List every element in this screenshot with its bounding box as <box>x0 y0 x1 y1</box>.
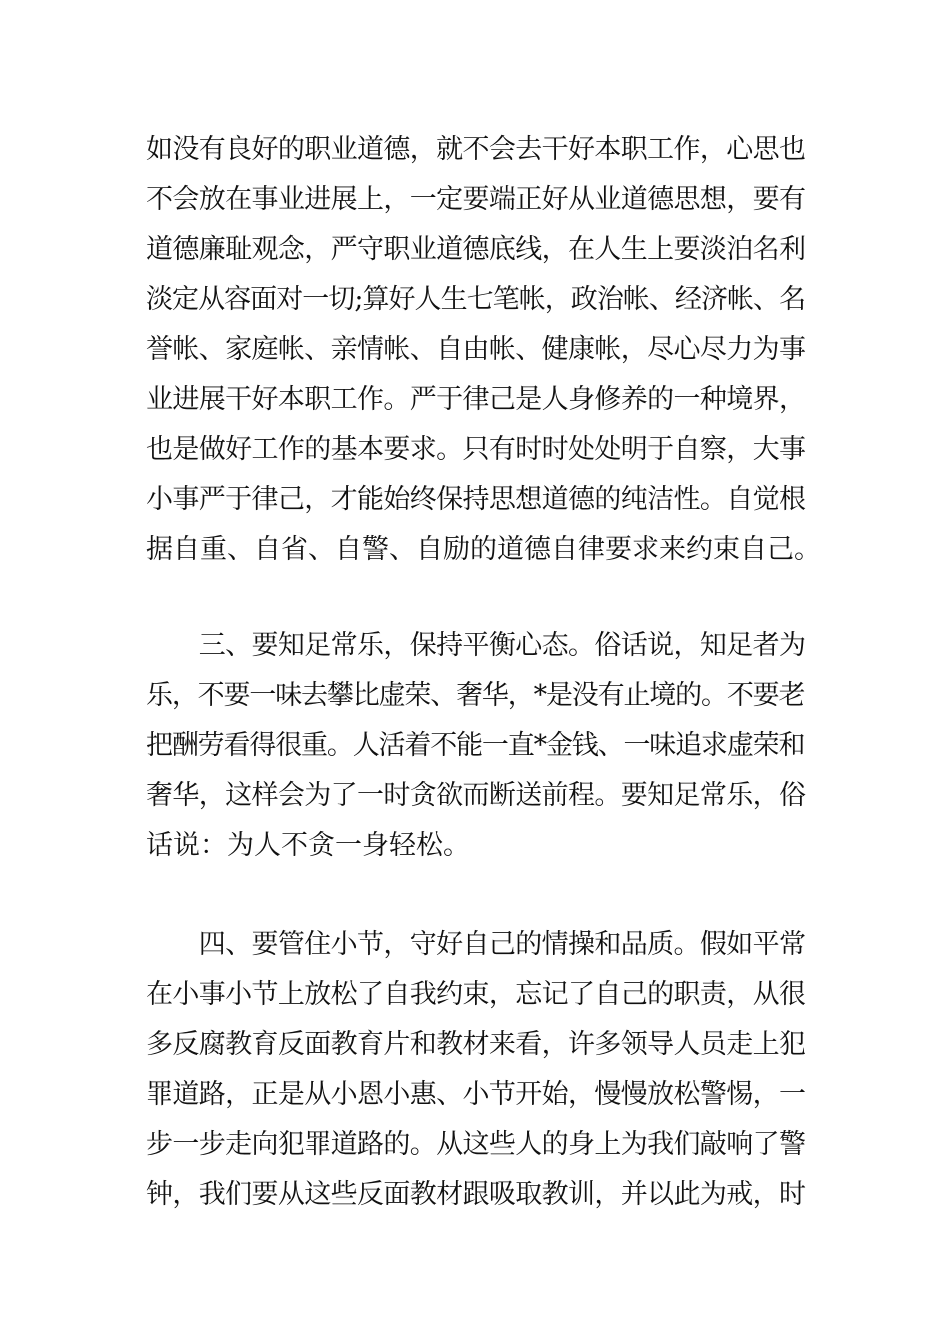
text-line: 话说：为人不贪一身轻松。 <box>146 830 470 861</box>
text-line: 也是做好工作的基本要求。只有时时处处明于自察，大事 <box>146 434 806 465</box>
text-line: 如没有良好的职业道德，就不会去干好本职工作，心思也 <box>146 134 806 165</box>
text-line: 道德廉耻观念，严守职业道德底线，在人生上要淡泊名利 <box>146 234 806 265</box>
text-line: 据自重、自省、自警、自励的道德自律要求来约束自己。 <box>146 534 821 565</box>
paragraph-contentment <box>146 621 806 871</box>
text-line: 步一步走向犯罪道路的。从这些人的身上为我们敲响了警 <box>146 1129 806 1160</box>
text-line: 小事严于律己，才能始终保持思想道德的纯洁性。自觉根 <box>146 484 806 515</box>
text-line: 淡定从容面对一切;算好人生七笔帐，政治帐、经济帐、名 <box>146 284 806 315</box>
text-line: 多反腐教育反面教育片和教材来看，许多领导人员走上犯 <box>146 1029 806 1060</box>
paragraph-small-details <box>146 920 806 1220</box>
text-line: 业进展干好本职工作。严于律己是人身修养的一种境界， <box>146 384 806 415</box>
text-line: 把酬劳看得很重。人活着不能一直*金钱、一味追求虚荣和 <box>146 730 805 761</box>
text-line: 在小事小节上放松了自我约束，忘记了自己的职责，从很 <box>146 979 806 1010</box>
text-line: 罪道路，正是从小恩小惠、小节开始，慢慢放松警惕，一 <box>146 1079 806 1110</box>
text-line: 誉帐、家庭帐、亲情帐、自由帐、健康帐，尽心尽力为事 <box>146 334 806 365</box>
text-line: 三、要知足常乐，保持平衡心态。俗话说，知足者为 <box>146 630 806 661</box>
text-line: 四、要管住小节，守好自己的情操和品质。假如平常 <box>146 929 806 960</box>
paragraph-professional-ethics <box>146 125 821 575</box>
text-line: 钟，我们要从这些反面教材跟吸取教训，并以此为戒，时 <box>146 1179 806 1210</box>
text-line: 乐，不要一味去攀比虚荣、奢华，*是没有止境的。不要老 <box>146 680 805 711</box>
text-line: 奢华，这样会为了一时贪欲而断送前程。要知足常乐，俗 <box>146 780 806 811</box>
text-line: 不会放在事业进展上，一定要端正好从业道德思想，要有 <box>146 184 806 215</box>
